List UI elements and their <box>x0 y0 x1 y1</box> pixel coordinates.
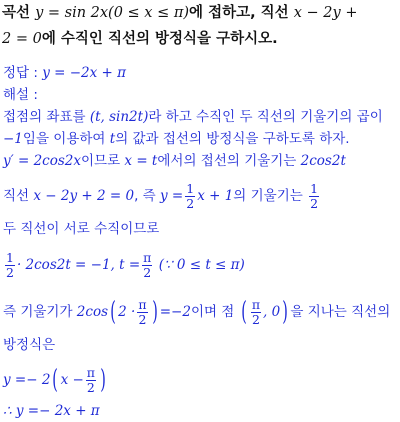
question-math-line-end: 2 = 0 <box>2 31 42 47</box>
fraction-one-half <box>185 182 195 211</box>
solution-line-2 <box>3 128 350 150</box>
solution-math: 2cos <box>76 304 109 320</box>
fraction-numerator: 1 <box>6 249 14 265</box>
fraction-denominator: 2 <box>143 264 152 280</box>
fraction-numerator: 1 <box>186 180 195 196</box>
question-text-part: 에 접하고, 직선 <box>189 5 294 21</box>
question-line-2 <box>2 26 398 52</box>
solution-line-9 <box>3 362 108 398</box>
solution-math: x − <box>60 372 84 388</box>
question-text-part: 곡선 <box>2 5 36 21</box>
solution-line-6 <box>3 248 245 282</box>
solution-line-8: 방정식은 <box>3 337 56 353</box>
fraction-numerator: π <box>138 296 147 312</box>
solution-math: =−2 <box>159 304 191 320</box>
solution-math: t <box>109 131 116 147</box>
solution-final-answer <box>3 400 100 422</box>
left-paren: ( <box>110 297 116 327</box>
question-math-curve: y = sin 2x(0 ≤ x ≤ π) <box>35 5 190 21</box>
solution-math-condition: (∵ 0 ≤ t ≤ π) <box>158 257 245 273</box>
solution-line-1 <box>3 106 383 128</box>
answer-label: 정답 : <box>3 65 38 81</box>
solution-line-3 <box>3 150 346 172</box>
solution-text: , 즉 <box>134 188 160 204</box>
fraction-denominator: 2 <box>310 195 319 211</box>
question-text-part: 에 수직인 직선의 방정식을 구하시오. <box>41 31 278 47</box>
left-paren: ( <box>52 365 59 395</box>
solution-math: y = <box>160 188 184 204</box>
right-paren: ) <box>151 297 158 327</box>
fraction-one-half <box>5 251 15 280</box>
solution-line-4 <box>3 180 321 212</box>
question-text <box>2 0 398 52</box>
solution-math: x = t <box>124 153 158 169</box>
solution-text: 임을 이용하여 <box>22 131 110 147</box>
solution-math-derivative: y′ = 2cos2x <box>3 153 81 169</box>
solution-math: x + 1 <box>197 188 234 204</box>
solution-math: x − 2y + 2 = 0 <box>33 188 135 204</box>
solution-text: 접점의 좌표를 <box>3 109 90 125</box>
solution-math: y =− 2 <box>3 372 51 388</box>
fraction-numerator: π <box>143 249 152 265</box>
fraction-pi-half <box>86 366 96 395</box>
answer-line <box>3 62 126 84</box>
solution-text: 의 값과 접선의 방정식을 구하도록 하자. <box>115 131 350 147</box>
fraction-denominator: 2 <box>186 195 195 211</box>
solution-math: · 2cos2t = −1, t = <box>16 257 141 273</box>
answer-math: y = −2x + π <box>42 65 127 81</box>
solution-text: 에서의 접선의 기울기는 <box>157 153 301 169</box>
solution-label: 해설 : <box>3 87 38 103</box>
fraction-denominator: 2 <box>6 264 14 280</box>
solution-text: 즉 기울기가 <box>3 304 77 320</box>
fraction-pi-half <box>137 298 147 327</box>
fraction-denominator: 2 <box>138 311 147 327</box>
solution-math: , 0 <box>263 304 281 320</box>
solution-text: 라 하고 수직인 두 직선의 기울기의 곱이 <box>148 109 383 125</box>
solution-math-final: ∴ y =− 2x + π <box>3 403 100 419</box>
right-paren: ) <box>100 365 106 395</box>
fraction-pi-half <box>142 251 152 280</box>
fraction-numerator: π <box>251 296 261 312</box>
question-math-line: x − 2y + <box>293 5 358 21</box>
solution-text: 을 지나는 직선의 <box>290 304 391 320</box>
solution-math: (t, sin2t) <box>89 109 149 125</box>
fraction-pi-half <box>251 298 261 327</box>
solution-text: 직선 <box>3 188 34 204</box>
fraction-denominator: 2 <box>251 311 260 327</box>
question-line-1 <box>2 0 398 26</box>
left-paren: ( <box>240 297 247 327</box>
right-paren: ) <box>282 297 289 327</box>
solution-math: −1 <box>3 131 23 147</box>
fraction-one-half <box>309 182 319 211</box>
solution-line-5: 두 직선이 서로 수직이므로 <box>3 221 160 237</box>
solution-text: 이므로 <box>81 153 125 169</box>
fraction-denominator: 2 <box>86 379 95 395</box>
solution-line-7 <box>3 294 390 330</box>
fraction-numerator: π <box>86 364 96 380</box>
solution-text: 의 기울기는 <box>233 188 308 204</box>
solution-math: 2cos2t <box>300 153 346 169</box>
solution-text: 이며 점 <box>190 304 239 320</box>
solution-math: 2 · <box>118 304 136 320</box>
fraction-numerator: 1 <box>310 180 319 196</box>
